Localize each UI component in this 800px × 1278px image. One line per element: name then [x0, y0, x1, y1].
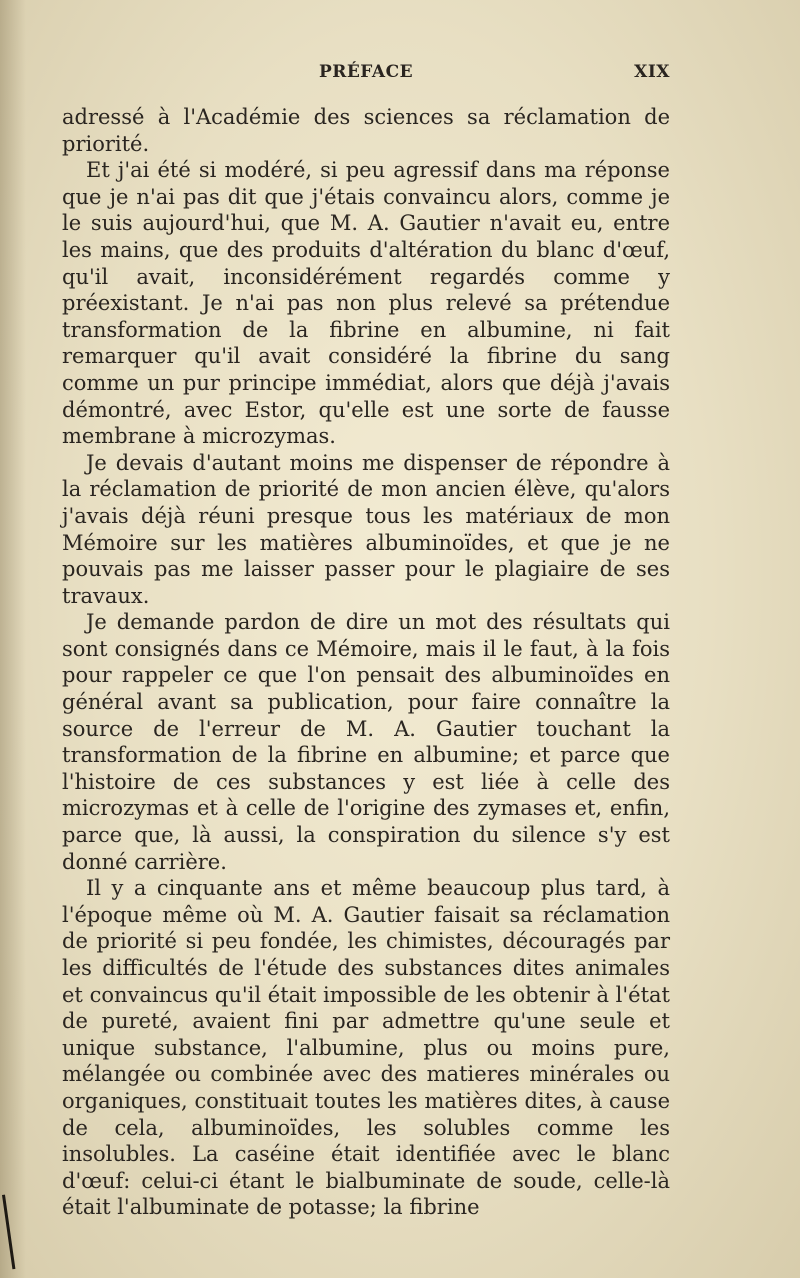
- paragraph-continued: adressé à l'Académie des sciences sa réclamation de priorité.: [62, 105, 670, 156]
- running-title: PRÉFACE: [318, 62, 414, 82]
- paragraph: Il y a cinquante ans et même beaucoup plus tard, à l'époque même où M. A. Gautier faisait sa réclamation de priorité si peu fondée, les chimistes, découragés par les difficultés de l'étude des substances dites animales et convaincus qu'il était impossible de les obtenir à l'état de pureté, avaient fini par admettre qu'une seule et unique substance, l'albumine, plus ou moins pure, mélangée ou combinée avec des matieres minérales ou organiques, constituait toutes les matières dites, à cause de cela, albuminoïdes, les solubles comme les insolubles. La caséine était identifiée avec le blanc d'œuf: celui-ci étant le bialbuminate de soude, celle-là était l'albuminate de potasse; la fibrine: [62, 876, 670, 1220]
- paragraph: Et j'ai été si modéré, si peu agressif dans ma réponse que je n'ai pas dit que j'étais convaincu alors, comme je le suis aujourd'hui, que M. A. Gautier n'avait eu, entre les mains, que des produits d'altération du blanc d'œuf, qu'il avait, inconsidérément regardés comme y préexistant. Je n'ai pas non plus relevé sa prétendue transformation de la fibrine en albumine, ni fait remarquer qu'il avait considéré la fibrine du sang comme un pur principe immédiat, alors que déjà j'avais démontré, avec Estor, qu'elle est une sorte de fausse membrane à microzymas.: [62, 158, 670, 449]
- page-number: XIX: [634, 62, 670, 82]
- spine-shadow: [0, 0, 26, 1278]
- paragraph: Je devais d'autant moins me dispenser de répondre à la réclamation de priorité de mon ancien élève, qu'alors j'avais déjà réuni presque tous les matériaux de mon Mémoire sur les matières albuminoïdes, et que je ne pouvais pas me laisser passer pour le plagiaire de ses travaux.: [62, 450, 670, 608]
- paragraph: Je demande pardon de dire un mot des résultats qui sont consignés dans ce Mémoire, mais il le faut, à la fois pour rappeler ce que l'on pensait des albuminoïdes en général avant sa publication, pour faire connaître la source de l'erreur de M. A. Gautier touchant la transformation de la fibrine en albumine; et parce que l'histoire de ces substances y est liée à celle des microzymas et à celle de l'origine des zymases et, enfin, parce que, là aussi, la conspiration du silence s'y est donné carrière.: [62, 610, 670, 874]
- page-header: [62, 62, 670, 86]
- body-text: [62, 104, 670, 1221]
